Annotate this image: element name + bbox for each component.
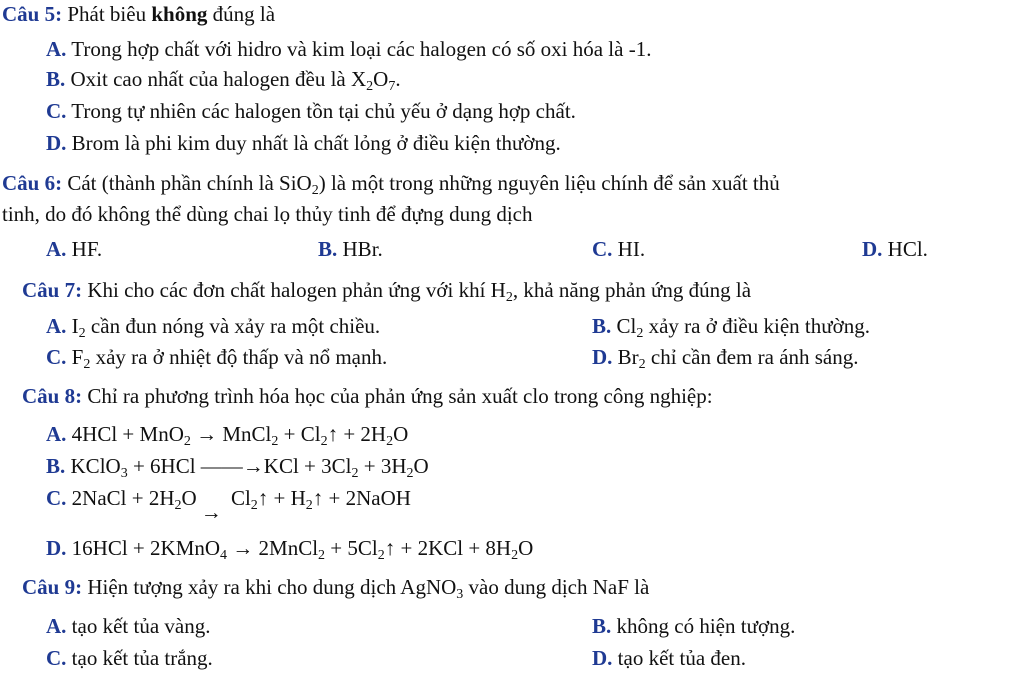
option-text: tạo kết tủa vàng. — [66, 614, 211, 638]
option-c[interactable] — [46, 98, 576, 124]
subscript: 7 — [388, 79, 396, 94]
stem-text: đúng là — [207, 2, 276, 26]
option-b[interactable] — [318, 236, 383, 262]
option-text: I — [66, 314, 79, 338]
question-5-stem — [2, 1, 275, 27]
question-7-stem — [22, 277, 751, 303]
reaction-arrow: → — [200, 500, 222, 524]
option-a[interactable] — [46, 313, 380, 339]
stem-text: Khi cho các đơn chất halogen phản ứng với khí H — [82, 278, 506, 302]
option-text: Trong hợp chất với hidro và kim loại các halogen có số oxi hóa là -1. — [66, 37, 652, 61]
stem-bold: không — [151, 2, 208, 26]
option-text: HF. — [66, 237, 103, 261]
option-text: HCl. — [882, 237, 928, 261]
option-d[interactable] — [46, 130, 561, 156]
option-a[interactable] — [46, 421, 408, 447]
option-text: xảy ra ở điều kiện thường. — [643, 314, 870, 338]
stem-text: ) là một trong những nguyên liệu chính để sản xuất thủ — [318, 171, 780, 195]
equation-text: + Cl — [278, 422, 321, 446]
option-letter: C. — [46, 345, 67, 369]
equation-text: KClO — [65, 454, 121, 478]
option-d[interactable] — [862, 236, 928, 262]
subscript: 3 — [456, 587, 464, 602]
equation-text: + 3H — [358, 454, 407, 478]
option-text: tạo kết tủa đen. — [612, 646, 746, 670]
option-text: chỉ cần đem ra ánh sáng. — [645, 345, 859, 369]
subscript: 2 — [505, 290, 513, 305]
option-c[interactable] — [46, 485, 411, 524]
option-a[interactable] — [46, 236, 102, 262]
equation-text: O — [393, 422, 409, 446]
question-9-stem — [22, 574, 649, 600]
subscript: 2 — [351, 466, 359, 481]
option-letter: B. — [46, 67, 66, 91]
option-text: F — [66, 345, 84, 369]
option-text: HBr. — [337, 237, 383, 261]
option-text: Cl — [611, 314, 637, 338]
option-b[interactable] — [46, 453, 429, 479]
subscript: 2 — [386, 434, 394, 449]
option-text: . — [395, 67, 401, 91]
option-letter: C. — [592, 237, 613, 261]
option-text: xảy ra ở nhiệt độ thấp và nổ mạnh. — [90, 345, 388, 369]
option-letter: B. — [46, 454, 66, 478]
stem-text: tinh, do đó không thể dùng chai lọ thủy tinh để đựng dung dịch — [2, 202, 533, 226]
subscript: 2 — [250, 498, 258, 513]
question-label: Câu 5: — [2, 2, 63, 26]
option-text: không có hiện tượng. — [611, 614, 796, 638]
option-letter: C. — [46, 99, 67, 123]
option-letter: D. — [862, 237, 883, 261]
subscript: 2 — [271, 434, 279, 449]
option-letter: C. — [46, 486, 67, 510]
option-c[interactable] — [46, 645, 213, 671]
option-letter: A. — [46, 614, 67, 638]
subscript: 2 — [377, 548, 385, 563]
stem-text: Chỉ ra phương trình hóa học của phản ứng sản xuất clo trong công nghiệp: — [82, 384, 713, 408]
subscript: 2 — [305, 498, 313, 513]
subscript: 2 — [406, 466, 414, 481]
equation-text: O — [413, 454, 429, 478]
option-text: Brom là phi kim duy nhất là chất lỏng ở điều kiện thường. — [66, 131, 561, 155]
equation-text: ↑ + 2H — [327, 422, 387, 446]
option-letter: D. — [46, 536, 67, 560]
stem-text: , khả năng phản ứng đúng là — [512, 278, 752, 302]
equation-text: ↑ + 2KCl + 8H — [384, 536, 512, 560]
option-letter: B. — [592, 614, 612, 638]
subscript: 3 — [120, 466, 128, 481]
subscript: 2 — [511, 548, 519, 563]
option-d[interactable] — [592, 344, 859, 370]
option-text: tạo kết tủa trắng. — [66, 646, 213, 670]
equation-text: 4HCl + MnO — [66, 422, 184, 446]
stem-text: Hiện tượng xảy ra khi cho dung dịch AgNO — [82, 575, 457, 599]
equation-text: ↑ + 2NaOH — [312, 486, 411, 510]
subscript: 2 — [638, 357, 646, 372]
equation-text: 2NaCl + 2H — [66, 486, 175, 510]
option-text: Oxit cao nhất của halogen đều là X — [65, 67, 367, 91]
equation-text: + 6HCl ——→KCl + 3Cl — [127, 454, 352, 478]
option-b[interactable] — [46, 66, 401, 92]
option-letter: A. — [46, 314, 67, 338]
option-b[interactable] — [592, 613, 795, 639]
question-label: Câu 9: — [22, 575, 83, 599]
option-letter: B. — [592, 314, 612, 338]
equation-text: O — [518, 536, 534, 560]
option-text: Br — [612, 345, 639, 369]
option-a[interactable] — [46, 613, 210, 639]
option-letter: A. — [46, 37, 67, 61]
option-letter: C. — [46, 646, 67, 670]
option-c[interactable] — [46, 344, 387, 370]
option-d[interactable] — [592, 645, 746, 671]
subscript: 2 — [366, 79, 374, 94]
equation-text: O — [181, 486, 197, 510]
option-text: Trong tự nhiên các halogen tồn tại chủ yếu ở dạng hợp chất. — [66, 99, 576, 123]
question-6-stem-line2 — [2, 201, 533, 227]
option-text: cần đun nóng và xảy ra một chiều. — [85, 314, 381, 338]
subscript: 4 — [220, 548, 228, 563]
option-d[interactable] — [46, 535, 533, 561]
subscript: 2 — [311, 183, 319, 198]
option-b[interactable] — [592, 313, 870, 339]
subscript: 2 — [83, 357, 91, 372]
equation-text: → 2MnCl — [227, 536, 319, 560]
equation-text: + 5Cl — [325, 536, 378, 560]
option-letter: D. — [592, 646, 613, 670]
stem-text: vào dung dịch NaF là — [463, 575, 650, 599]
equation-text: → MnCl — [190, 422, 272, 446]
question-8-stem — [22, 383, 713, 409]
equation-text: Cl — [225, 486, 251, 510]
option-letter: B. — [318, 237, 338, 261]
option-letter: D. — [46, 131, 67, 155]
subscript: 2 — [320, 434, 328, 449]
subscript: 2 — [636, 326, 644, 341]
option-a[interactable] — [46, 36, 651, 62]
question-6-stem — [2, 170, 780, 196]
question-label: Câu 8: — [22, 384, 83, 408]
subscript: 2 — [78, 326, 86, 341]
subscript: 2 — [174, 498, 182, 513]
stem-text: Phát biêu — [62, 2, 152, 26]
question-label: Câu 7: — [22, 278, 83, 302]
equation-text: ↑ + H — [257, 486, 306, 510]
option-letter: D. — [592, 345, 613, 369]
option-text: O — [373, 67, 389, 91]
stem-text: Cát (thành phần chính là SiO — [62, 171, 312, 195]
subscript: 2 — [183, 434, 191, 449]
option-letter: A. — [46, 422, 67, 446]
subscript: 2 — [318, 548, 326, 563]
question-label: Câu 6: — [2, 171, 63, 195]
option-letter: A. — [46, 237, 67, 261]
option-text: HI. — [612, 237, 646, 261]
equation-text: 16HCl + 2KMnO — [66, 536, 221, 560]
option-c[interactable] — [592, 236, 645, 262]
